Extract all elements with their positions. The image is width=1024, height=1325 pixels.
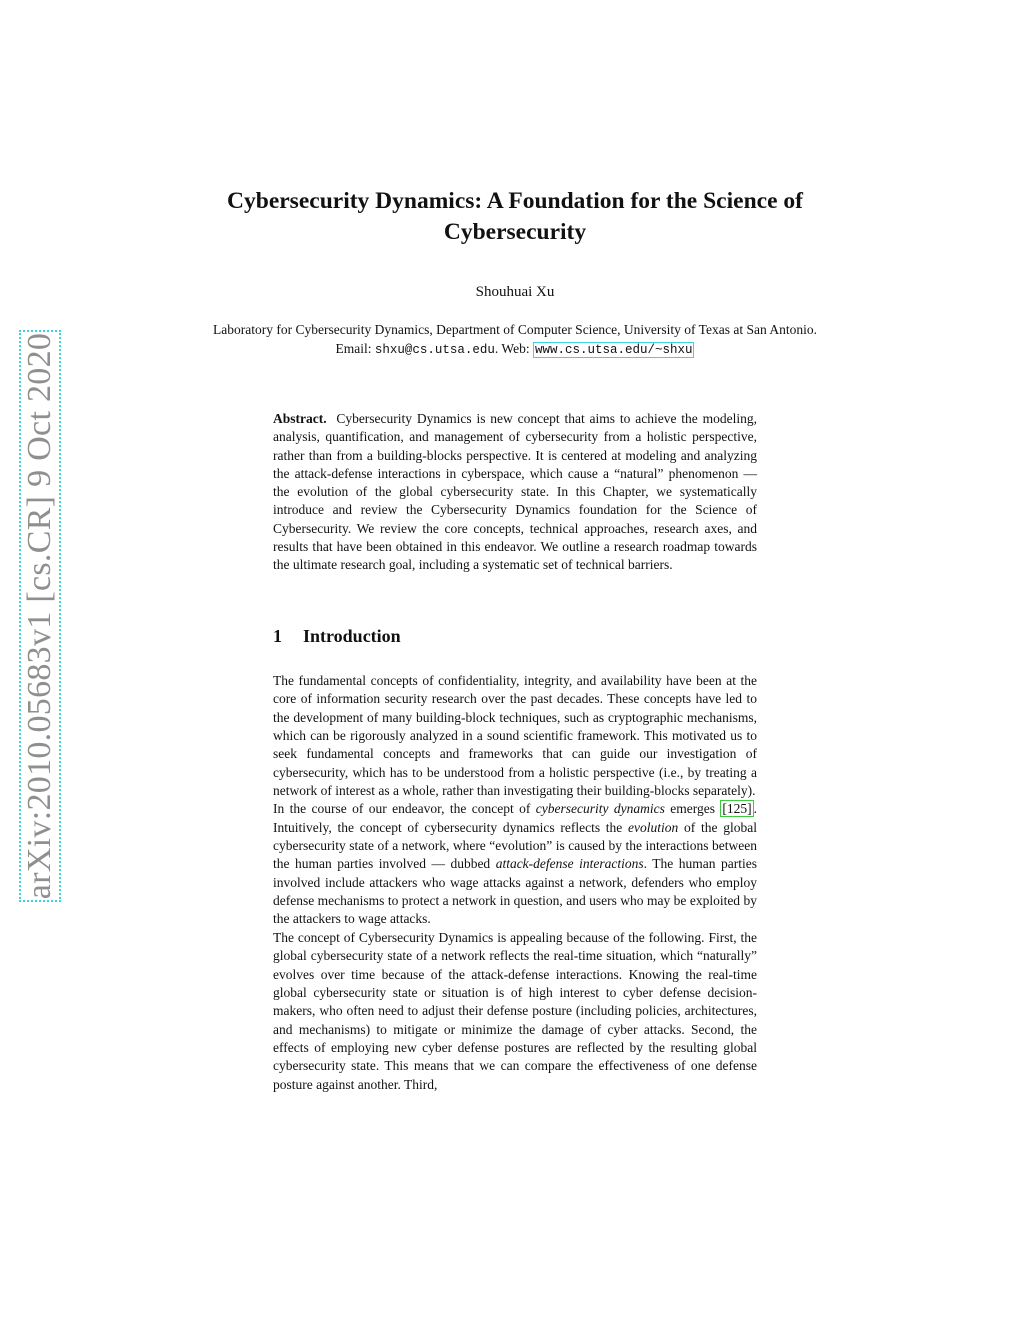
- p2-text-d: of the global cybersecurity state of a network, where “evolution” is caused by the interactions between the human parties involved — dubbed: [273, 819, 757, 872]
- p2-emphasis-cybersecurity-dynamics: cybersecurity dynamics: [535, 801, 665, 817]
- section-body: [273, 672, 757, 1094]
- abstract-label: Abstract.: [273, 411, 327, 426]
- paragraph-3: The concept of Cybersecurity Dynamics is appealing because of the following. First, the global cybersecurity state of a network reflects the real-time situation, which “naturally” evolves over time because of the attack-defense interactions. Knowing the real-time global cybersecurity state or situation is of high interest to cyber defense decision-makers, who often need to adjust their defense posture (including policies, architectures, and mechanisms) to mitigate or minimize the damage of cyber attacks. Second, the effects of employing new cyber defense postures are reflected by the resulting global cybersecurity state. This means that we can compare the effectiveness of one defense posture against another. Third,: [273, 929, 757, 1092]
- paper-title: Cybersecurity Dynamics: A Foundation for the Science of Cybersecurity: [227, 188, 803, 245]
- p2-text-b: emerges: [664, 801, 721, 817]
- section-number: 1: [273, 626, 282, 646]
- arxiv-identifier: arXiv:2010.05683v1 [cs.CR] 9 Oct 2020: [21, 332, 58, 900]
- abstract-text: Cybersecurity Dynamics is new concept that aims to achieve the modeling, analysis, quantification, and management of cybersecurity from a holistic perspective, rather than from a building-blocks perspective. It is centered at modeling and analyzing the attack-defense interactions in cyberspace, which cause a “natural” phenomenon — the evolution of the global cybersecurity state. In this Chapter, we systematically introduce and review the Cybersecurity Dynamics foundation for the Science of Cybersecurity. We review the core concepts, technical approaches, research axes, and results that have been obtained in this endeavor. We outline a research roadmap towards the ultimate research goal, including a systematic set of technical barriers.: [273, 411, 757, 573]
- section-title: Introduction: [303, 626, 401, 646]
- abstract: [273, 410, 757, 575]
- arxiv-identifier-stamp[interactable]: [19, 330, 61, 902]
- p2-text-c: . Intuitively, the concept of cybersecurity dynamics reflects the: [273, 801, 758, 835]
- paragraph-2: [273, 800, 757, 928]
- web-link[interactable]: www.cs.utsa.edu/~shxu: [534, 343, 693, 357]
- affiliation: [200, 320, 830, 360]
- p2-emphasis-attack-defense: attack-defense interactions: [495, 856, 644, 872]
- p2-text-e: . The human parties involved include attackers who wage attacks against a network, defenders who employ defense mechanisms to protect a network in question, and users who may be exploited by the attackers to wage attacks.: [273, 856, 757, 927]
- email-address: shxu@cs.utsa.edu: [374, 343, 495, 357]
- author-name: Shouhuai Xu: [475, 284, 555, 300]
- citation-link[interactable]: [125]: [722, 801, 752, 817]
- paragraph-1: The fundamental concepts of confidentiality, integrity, and availability have been at the core of information security research over the past decades. These concepts have led to the development of many building-block techniques, such as cryptographic mechanisms, which can be rigorously analyzed in a sound scientific framework. This motivated us to seek fundamental concepts and frameworks that can guide our investigation of cybersecurity, which has to be understood from a holistic perspective (i.e., by treating a network of interest as a whole, rather than investigating their building-blocks separately).: [273, 673, 757, 799]
- web-label: . Web:: [494, 341, 533, 356]
- p2-emphasis-evolution: evolution: [628, 819, 679, 835]
- affiliation-text: Laboratory for Cybersecurity Dynamics, Department of Computer Science, University of Texas at San Antonio. Email:: [213, 322, 817, 356]
- p2-text-a: In the course of our endeavor, the concept of: [273, 801, 536, 817]
- section-heading-introduction: [273, 626, 401, 647]
